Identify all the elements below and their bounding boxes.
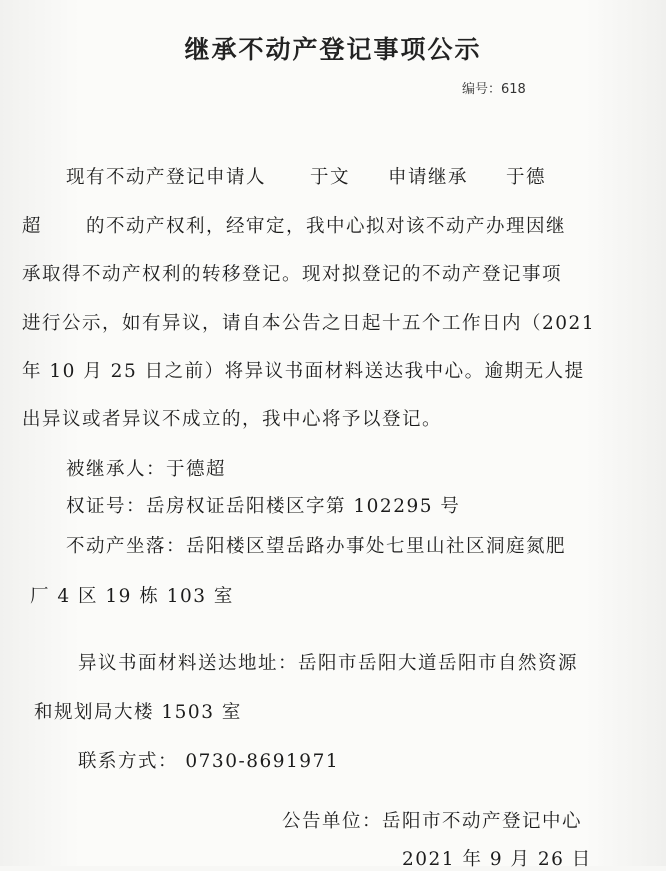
page-title: 继承不动产登记事项公示 [184,35,482,64]
deceased-name-part: 于德 [506,167,547,188]
body-line-3: 承取得不动产权利的转移登记。现对拟登记的不动产登记事项 [22,264,563,285]
body-text: 的不动产权利，经审定，我中心拟对该不动产办理因继 [86,216,567,237]
body-line-1 [66,163,666,189]
body-line-4: 进行公示，如有异议，请自本公告之日起十五个工作日内（2021 [22,313,596,334]
applicant-name: 于文 [310,167,351,188]
body-line-2 [22,212,628,238]
certificate-line: 权证号：岳房权证岳阳楼区字第 102295 号 [66,496,461,517]
body-text: 现有不动产登记申请人 [66,167,267,188]
body-line-6: 出异议或者异议不成立的，我中心将予以登记。 [22,409,443,430]
issue-date: 2021 年 9 月 26 日 [402,849,592,870]
deceased-name-part: 超 [22,216,43,237]
body-text: 申请继承 [388,167,469,188]
location-line-2: 厂 4 区 19 栋 103 室 [30,586,234,607]
contact-line: 联系方式： 0730-8691971 [78,751,340,772]
location-line-1: 不动产坐落：岳阳楼区望岳路办事处七里山社区洞庭氮肥 [66,536,567,557]
issuer-line: 公告单位：岳阳市不动产登记中心 [282,811,583,832]
objection-address-line-1: 异议书面材料送达地址：岳阳市岳阳大道岳阳市自然资源 [78,653,579,674]
document-number: 编号：618 [462,82,526,97]
body-line-5: 年 10 月 25 日之前）将异议书面材料送达我中心。逾期无人提 [22,361,585,382]
heir-line: 被继承人：于德超 [66,459,227,480]
objection-address-line-2: 和规划局大楼 1503 室 [34,702,242,723]
